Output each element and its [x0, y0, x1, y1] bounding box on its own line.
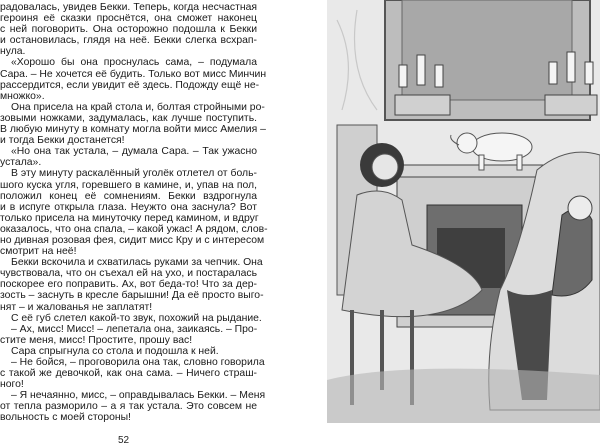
text-line: – Не бойся, – проговорила она так, словно говорила [11, 357, 265, 368]
text-line: и в испуге открыла глаза. Неужто она заснула? Вот [0, 201, 257, 213]
text-line: стите меня, мисс! Простите, прошу вас! [0, 334, 193, 346]
rug [327, 369, 600, 423]
text-line: В любую минуту в комнату могла войти мисс Амелия – [0, 124, 266, 136]
text-line: нят – и жалованья не заплатят! [0, 301, 153, 313]
body-text [0, 2, 268, 424]
text-line: зовыми ножками, задумалась, как лучше поступить. [0, 112, 257, 124]
text-line: с такой же девочкой, как она сама. – Ничего страш- [0, 368, 257, 380]
text-line: «Но она так устала, – думала Сара. – Так ужасно [11, 146, 257, 158]
text-line: устала». [0, 157, 42, 169]
becky-cap [568, 196, 592, 220]
text-line: Сара спрыгнула со стола и подошла к ней. [11, 345, 219, 357]
text-line: и остановилась, глядя на неё. Бекки слегка всхрап- [0, 35, 257, 47]
page-number: 52 [118, 435, 130, 446]
text-line: вольность с моей стороны! [0, 412, 131, 424]
text-line: ного! [0, 379, 24, 391]
text-line: оказалось, что она спала, – какой ужас! А рядом, слов- [0, 223, 268, 235]
text-line: Бекки вскочила и схватилась руками за чепчик. Она [11, 257, 263, 269]
text-line: героиня её сказки проснётся, она сможет наконец [0, 13, 257, 25]
text-line: множко». [0, 90, 45, 102]
text-line: – Я нечаянно, мисс, – оправдывалась Бекки. – Меня [11, 390, 266, 402]
text-line: – Ах, мисс! Мисс! – лепетала она, заикаясь. – Про- [11, 323, 258, 335]
text-line: от тепла разморило – а я так устала. Это совсем не [0, 401, 257, 413]
text-line: только присела на минуточку перед камином, и вдруг [0, 212, 259, 224]
text-line: Сара. – Не хочется её будить. Только вот мисс Минчин [0, 68, 267, 80]
text-line: радовалась, увидев Бекки. Теперь, когда несчастная [0, 2, 257, 13]
text-line: зость – заснуть в кресле барышни! Да её просто выго- [0, 290, 264, 302]
text-line: «Хорошо бы она проснулась сама, – подумала [11, 57, 257, 69]
text-line: с ней поговорить. Она осторожно подошла к Бекки [0, 24, 257, 36]
text-line: Она присела на край стола и, болтая стройными ро- [11, 101, 265, 113]
text-line: нула. [0, 46, 26, 58]
illustration-drawing [327, 0, 600, 423]
text-line: рассердится, если увидит её здесь. Подожду ещё не- [0, 79, 260, 91]
text-line: шого куска угля, горевшего в камине, и, упав на пол, [0, 179, 257, 191]
text-line: положил конец её сомнениям. Бекки вздрогнула [0, 190, 257, 202]
text-line: С её губ слетел какой-то звук, похожий на рыдание. [11, 312, 262, 324]
text-line: и тогда Бекки достанется! [0, 135, 125, 147]
text-line: но дивная розовая фея, сидит мисс Кру и с интересом [0, 234, 265, 246]
text-line: чувствовала, что он съехал ей на ухо, и постаралась [0, 268, 257, 280]
text-line: поскорее его поправить. Ах, вот беда-то! Что за дер- [0, 279, 257, 291]
text-line: В эту минуту раскалённый уголёк отлетел от боль- [11, 168, 257, 180]
text-line: смотрит на неё! [0, 246, 77, 258]
illustration [327, 0, 600, 423]
